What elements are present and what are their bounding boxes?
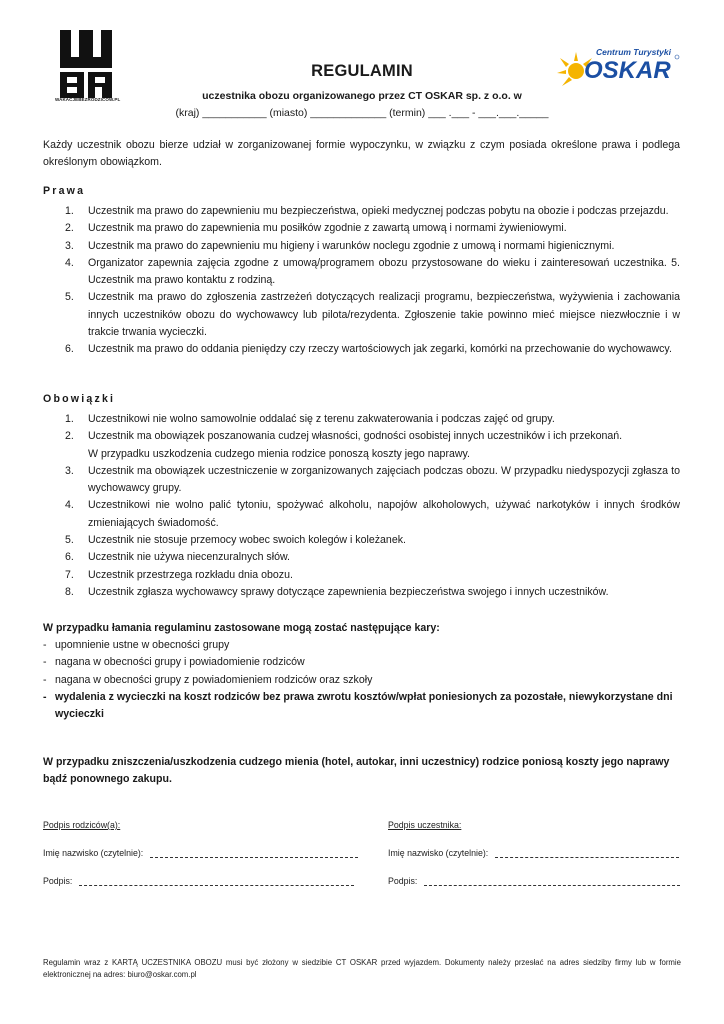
rights-item-text: Uczestnik ma prawo do zapewnieniu mu higieny i warunków noclegu zgodnie z umową i normami higienicznymi.	[88, 239, 615, 252]
participant-name-label: Imię nazwisko (czytelnie):	[388, 848, 489, 858]
intro-paragraph: Każdy uczestnik obozu bierze udział w zorganizowanej formie wypoczynku, w związku z czym posiada określone prawa i podlega określonym obowiązkom.	[43, 139, 680, 169]
rights-item	[43, 220, 680, 237]
rights-item	[43, 203, 680, 220]
rights-item-text: Uczestnik ma prawo do zgłoszenia zastrzeżeń dotyczących realizacji programu, bezpieczeństwa, wyżywienia i zachowania innych uczestników obozu do wychowawcy lub pilota/rezydenta. Zgłoszenie takie powinno mieć miejsce niezwłocznie i w trakcie trwania wycieczki.	[88, 291, 680, 339]
wbr-logo-caption: WAKACJEBEZRODZICOW.PL	[55, 97, 121, 102]
penalties-heading: W przypadku łamania regulaminu zastosowane mogą zostać następujące kary:	[43, 622, 440, 634]
oskar-logo-top-text: Centrum Turystyki	[596, 47, 671, 57]
duties-item-text: Uczestnik ma obowiązek poszanowania cudzej własności, godności osobistej innych uczestników i ich przekonań.	[88, 430, 623, 443]
duties-item-number: 3.	[65, 464, 74, 477]
duties-item-text: W przypadku uszkodzenia cudzego mienia rodzice ponoszą koszty jego naprawy.	[88, 447, 470, 460]
penalties-list	[43, 637, 683, 723]
duties-item-text: Uczestnik ma obowiązek uczestniczenie w zorganizowanych zajęciach podczas obozu. W przypadku niedyspozycji zgłasza to wychowawcy grupy.	[88, 464, 680, 495]
rights-item-number: 5.	[65, 291, 74, 304]
duties-item	[43, 532, 680, 549]
duties-item	[43, 584, 680, 601]
duties-item-number: 5.	[65, 534, 74, 547]
rights-heading: Prawa	[43, 185, 86, 197]
rights-item-text: Uczestnik ma prawo do zapewnienia mu posiłków zgodnie z zawartą umową i normami żywieniowymi.	[88, 222, 567, 235]
parent-signature-heading: Podpis rodziców(a):	[43, 820, 121, 830]
rights-item-text: Uczestnik ma prawo do oddania pieniędzy czy rzeczy wartościowych jak zegarki, komórki na przechowanie do wychowawcy.	[88, 343, 672, 356]
duties-item	[43, 411, 680, 428]
parent-sign-label: Podpis:	[43, 876, 73, 886]
rights-item	[43, 289, 680, 341]
participant-name-line[interactable]	[495, 855, 679, 858]
penalty-item: - upomnienie ustne w obecności grupy	[43, 639, 230, 651]
parent-name-field[interactable]	[43, 848, 358, 858]
duties-item-number: 4.	[65, 499, 74, 512]
participant-name-field[interactable]	[388, 848, 679, 858]
duties-item-number: 6.	[65, 551, 74, 564]
rights-item-number: 4.	[65, 256, 74, 269]
duties-item	[43, 428, 680, 445]
penalty-item: - nagana w obecności grupy z powiadomieniem rodziców oraz szkoły	[43, 673, 373, 686]
damage-paragraph: W przypadku zniszczenia/uszkodzenia cudzego mienia (hotel, autokar, inni uczestnicy) rodzice poniosą koszty jego naprawy bądź ponownego zakupu.	[43, 756, 670, 786]
participant-signature-heading: Podpis uczestnika:	[388, 820, 462, 830]
duties-item-number: 8.	[65, 585, 74, 598]
document-title: REGULAMIN	[311, 62, 413, 80]
rights-item	[43, 238, 680, 255]
rights-item-number: 2.	[65, 222, 74, 235]
rights-item-number: 1.	[65, 205, 74, 217]
duties-item-number: 2.	[65, 430, 74, 443]
duties-heading: Obowiązki	[43, 393, 116, 405]
duties-item-text: Uczestnikowi nie wolno palić tytoniu, spożywać alkoholu, napojów alkoholowych, używać narkotyków i innych środków zmieniających świadomość.	[88, 499, 680, 529]
duties-item-number: 7.	[65, 568, 74, 581]
parent-name-label: Imię nazwisko (czytelnie):	[43, 848, 144, 858]
penalty-item: - wydalenia z wycieczki na koszt rodziców bez prawa zwrotu kosztów/wpłat poniesionych za pozostałe, niewykorzystane dni wycieczki	[43, 690, 673, 721]
penalty-item: - nagana w obecności grupy i powiadomienie rodziców	[43, 656, 305, 669]
duties-item-text: Uczestnik przestrzega rozkładu dnia obozu.	[88, 568, 293, 581]
duties-item	[43, 446, 680, 463]
duties-list	[43, 411, 680, 601]
duties-item	[43, 549, 680, 566]
rights-item-number: 3.	[65, 239, 74, 252]
duties-item	[43, 567, 680, 584]
duties-item-text: Uczestnikowi nie wolno samowolnie oddalać się z terenu zakwaterowania i podczas zajęć od grupy.	[88, 413, 555, 425]
parent-name-line[interactable]	[150, 855, 358, 858]
rights-item	[43, 255, 680, 290]
duties-item-text: Uczestnik nie stosuje przemocy wobec swoich kolegów i koleżanek.	[88, 534, 406, 547]
duties-item-text: Uczestnik nie używa niecenzuralnych słów.	[88, 551, 290, 564]
penalty-item-text: nagana w obecności grupy i powiadomienie rodziców	[55, 656, 305, 669]
duties-item-number: 1.	[65, 413, 74, 425]
location-date-line: (kraj) ___________ (miasto) _____________ (termin) ___ .___ - ___.___._____	[175, 107, 549, 119]
participant-sign-field[interactable]	[388, 876, 680, 886]
rights-item-number: 6.	[65, 343, 74, 356]
rights-item-text: Uczestnik ma prawo do zapewnieniu mu bezpieczeństwa, opieki medycznej podczas pobytu na obozie i podczas przejazdu.	[88, 205, 669, 217]
footer-note: Regulamin wraz z KARTĄ UCZESTNIKA OBOZU musi być złożony w siedzibie CT OSKAR przed wyjazdem. Dokumenty należy przesłać na adres siedziby firmy lub w formie elektronicznej na adres: biuro@oskar.com.pl	[43, 958, 681, 979]
penalty-item-text: wydalenia z wycieczki na koszt rodziców bez prawa zwrotu kosztów/wpłat poniesionych za pozostałe, niewykorzystane dni wycieczki	[55, 690, 673, 721]
rights-item-text: Organizator zapewnia zajęcia zgodne z umową/programem obozu przystosowane do wieku i zainteresowań uczestnika. 5. Uczestnik ma prawo kontaktu z rodziną.	[88, 256, 680, 287]
rights-list	[43, 203, 680, 359]
parent-sign-field[interactable]	[43, 876, 354, 886]
participant-sign-label: Podpis:	[388, 876, 418, 886]
document-subtitle: uczestnika obozu organizowanego przez CT OSKAR sp. z o.o. w	[202, 90, 522, 102]
oskar-logo-name: OSKAR	[584, 57, 671, 84]
parent-sign-line[interactable]	[79, 883, 354, 886]
duties-item-text: Uczestnik zgłasza wychowawcy sprawy dotyczące zapewnienia bezpieczeństwa swojego i innych uczestników.	[88, 585, 609, 598]
penalty-item-text: upomnienie ustne w obecności grupy	[55, 639, 230, 651]
duties-item	[43, 463, 680, 498]
rights-item	[43, 341, 680, 358]
participant-sign-line[interactable]	[424, 883, 680, 886]
duties-item	[43, 497, 680, 532]
penalty-item-text: nagana w obecności grupy z powiadomieniem rodziców oraz szkoły	[55, 673, 373, 686]
